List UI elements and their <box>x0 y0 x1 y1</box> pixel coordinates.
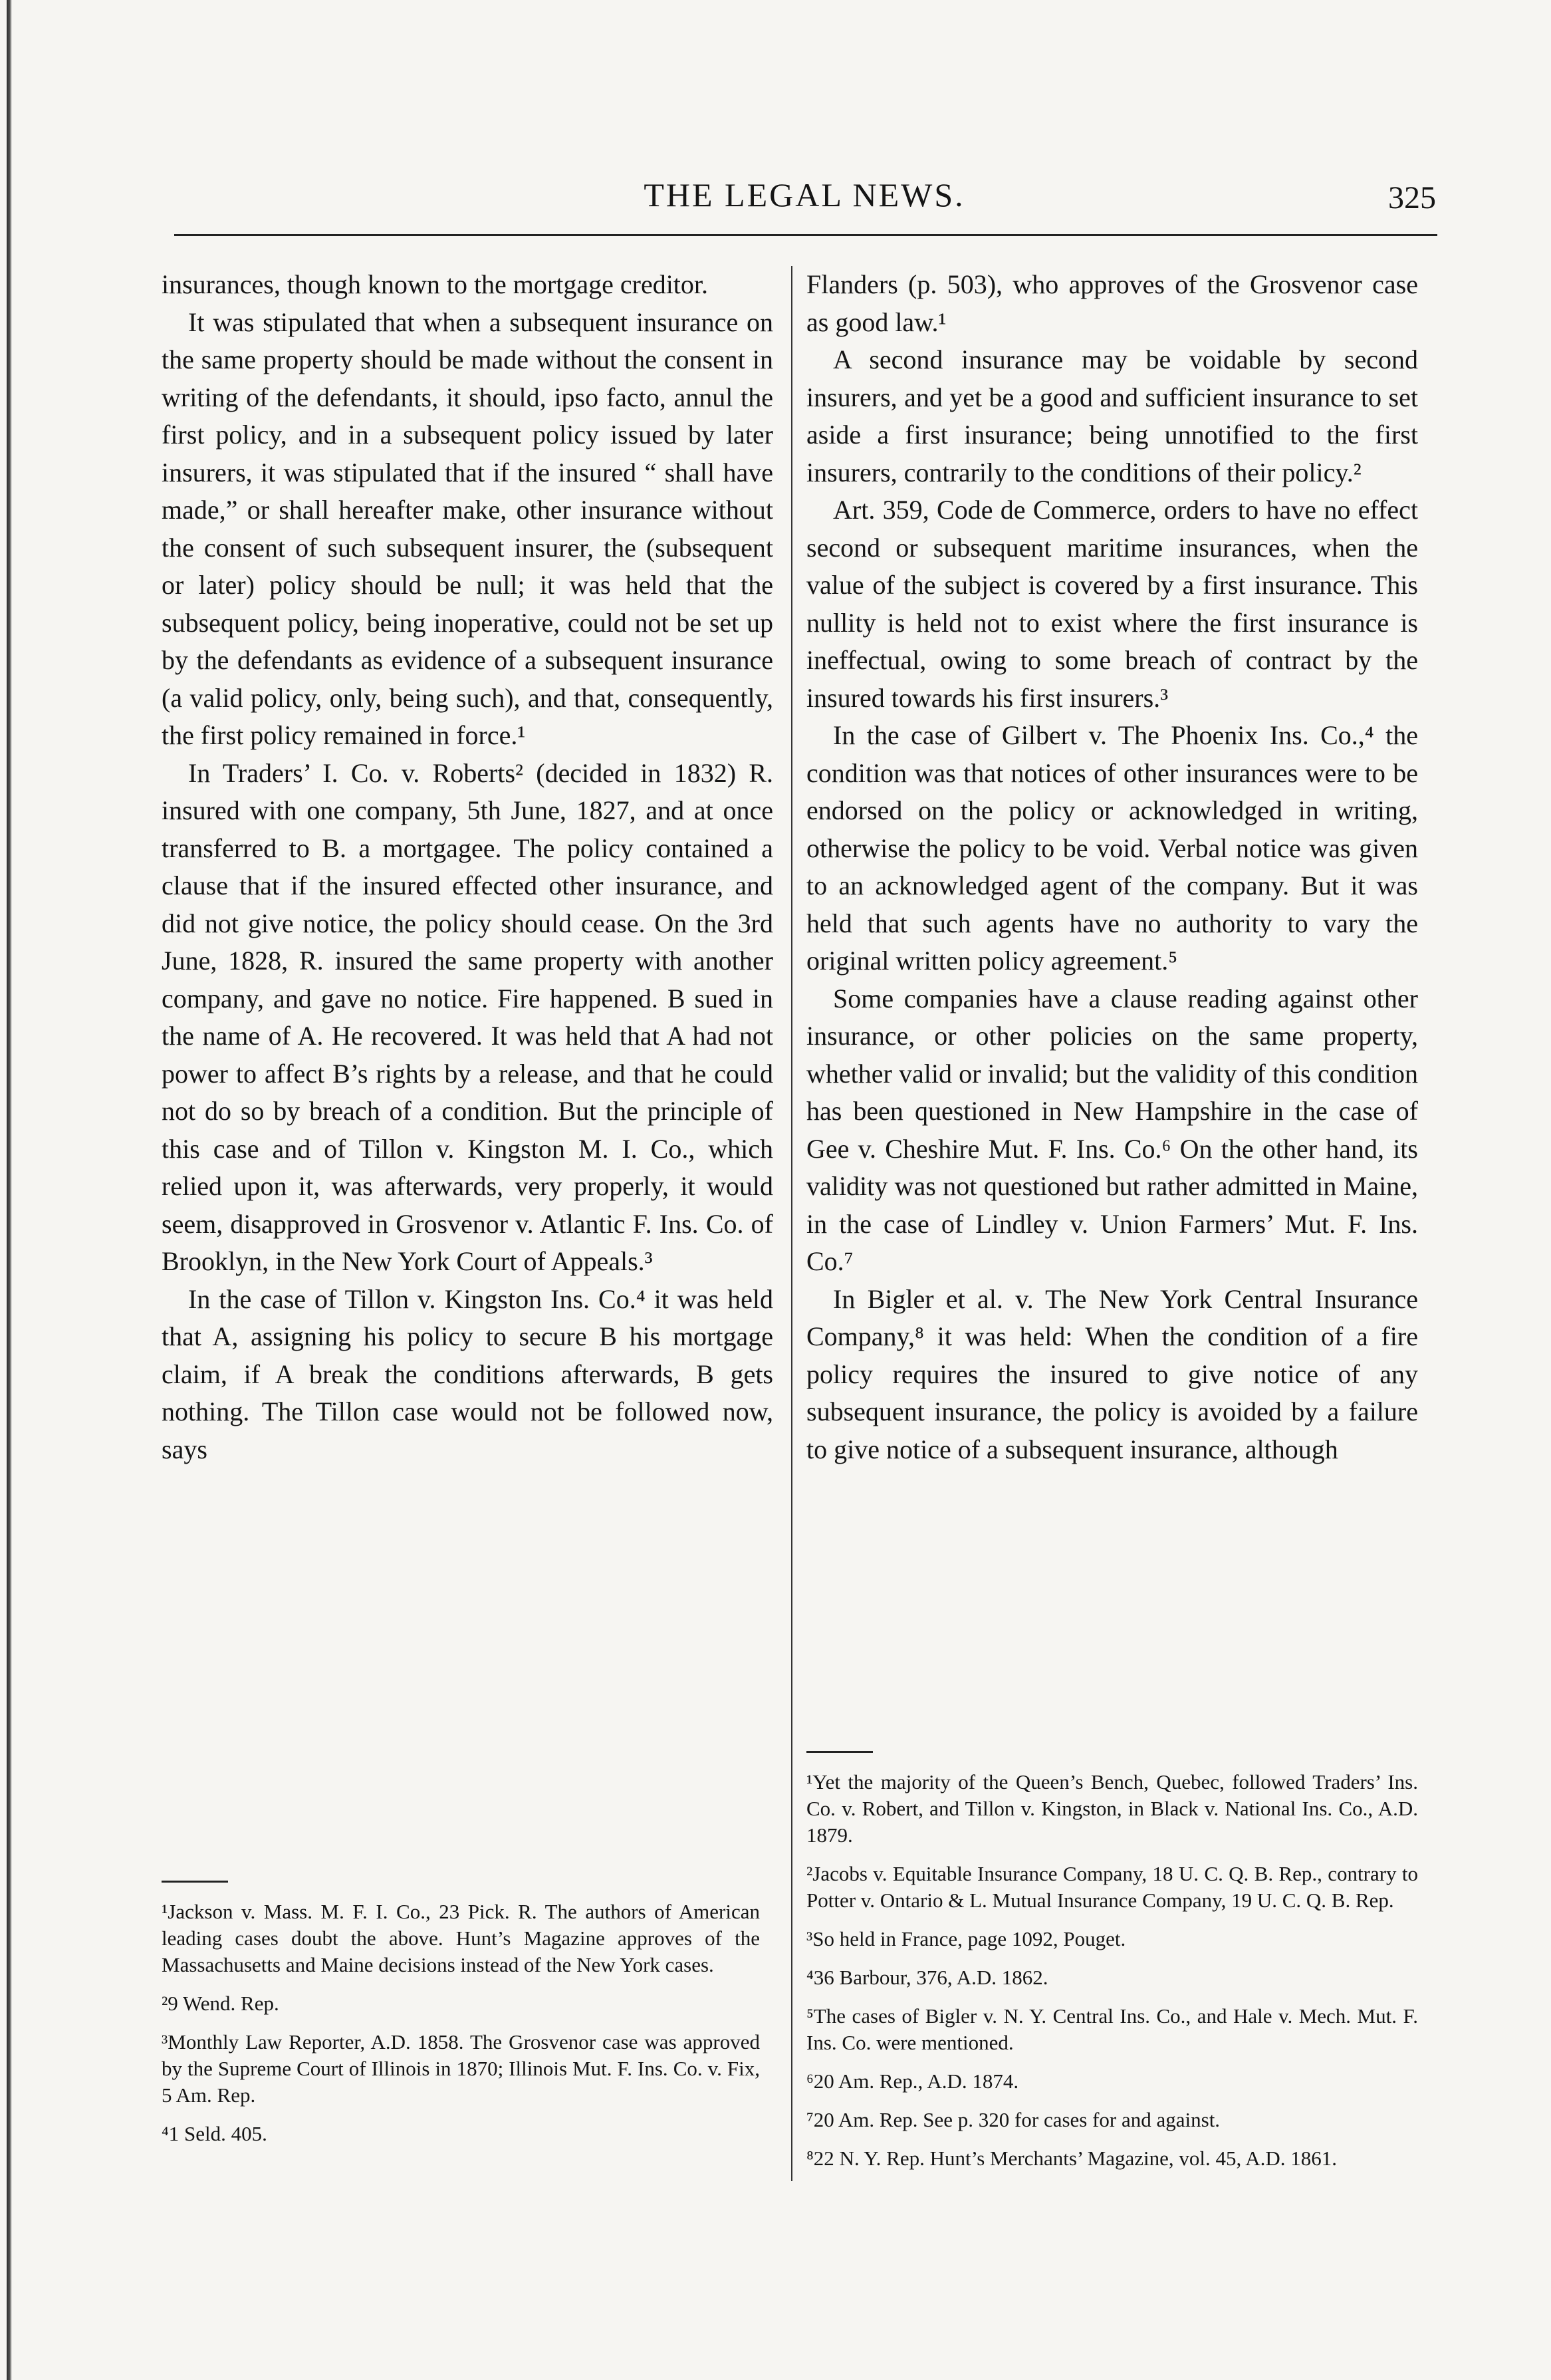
footnote: ⁸22 N. Y. Rep. Hunt’s Merchants’ Magazine, vol. 45, A.D. 1861. <box>806 2147 1338 2170</box>
column-divider <box>791 266 792 2181</box>
page-number: 325 <box>1388 180 1436 215</box>
footnote: ³So held in France, page 1092, Pouget. <box>806 1927 1126 1950</box>
right-paragraph-2: A second insurance may be voidable by second insurers, and yet be a good and sufficient insurance to set aside a first insurance; being unnotified to the first insurers, contrarily to the conditions of their policy.² <box>806 344 1418 487</box>
running-title: THE LEGAL NEWS. <box>644 176 965 213</box>
footnote: ⁴1 Seld. 405. <box>162 2122 267 2145</box>
right-footnotes <box>806 1732 1418 2184</box>
footnote: ⁶20 Am. Rep., A.D. 1874. <box>806 2069 1019 2093</box>
left-column <box>162 266 773 1468</box>
right-paragraph-4: In the case of Gilbert v. The Phoenix Ins. Co.,⁴ the condition was that notices of other insurances were to be endorsed on the policy or acknowledged in writing, otherwise the policy to be void. Verbal notice was given to an acknowledged agent of the company. But it was held that such agents have no authority to vary the original written policy agreement.⁵ <box>806 720 1418 976</box>
left-paragraph-1: insurances, though known to the mortgage creditor. <box>162 269 709 299</box>
right-paragraph-3: Art. 359, Code de Commerce, orders to have no effect second or subsequent maritime insurances, when the value of the subject is covered by a first insurance. This nullity is held not to exist where the first insurance is ineffectual, owing to some breach of contract by the insured towards his first insurers.³ <box>806 495 1418 713</box>
footnote-rule <box>806 1751 873 1753</box>
footnote: ²9 Wend. Rep. <box>162 1992 279 2015</box>
footnote: ⁵The cases of Bigler v. N. Y. Central Ins. Co., and Hale v. Mech. Mut. F. Ins. Co. were mentioned. <box>806 2004 1418 2054</box>
right-paragraph-6: In Bigler et al. v. The New York Central Insurance Company,⁸ it was held: When the condition of a fire policy requires the insured to give notice of any subsequent insurance, the policy is avoided by a failure to give notice of a subsequent insurance, although <box>806 1283 1418 1464</box>
left-footnotes <box>162 1862 760 2159</box>
page-binding-edge <box>7 0 12 2380</box>
footnote: ⁷20 Am. Rep. See p. 320 for cases for and against. <box>806 2108 1221 2131</box>
right-column <box>806 266 1418 1468</box>
footnote: ²Jacobs v. Equitable Insurance Company, 18 U. C. Q. B. Rep., contrary to Potter v. Ontario & L. Mutual Insurance Company, 19 U. C. Q. B. Rep. <box>806 1862 1418 1912</box>
header-rule <box>174 234 1437 236</box>
footnote-rule <box>162 1881 228 1883</box>
right-paragraph-5: Some companies have a clause reading against other insurance, or other policies on the same property, whether valid or invalid; but the validity of this condition has been questioned in New Hampshire in the case of Gee v. Cheshire Mut. F. Ins. Co.⁶ On the other hand, its validity was not questioned but rather admitted in Maine, in the case of Lindley v. Union Farmers’ Mut. F. Ins. Co.⁷ <box>806 983 1418 1276</box>
footnote: ¹Yet the majority of the Queen’s Bench, Quebec, followed Traders’ Ins. Co. v. Robert, and Tillon v. Kingston, in Black v. National Ins. Co., A.D. 1879. <box>806 1770 1418 1847</box>
left-paragraph-3: In Traders’ I. Co. v. Roberts² (decided in 1832) R. insured with one company, 5th June, 1827, and at once transferred to B. a mortgagee. The policy contained a clause that if the insured effected other insurance, and did not give notice, the policy should cease. On the 3rd June, 1828, R. insured the same property with another company, and gave no notice. Fire happened. B sued in the name of A. He recovered. It was held that A had not power to affect B’s rights by a release, and that he could not do so by breach of a condition. But the principle of this case and of Tillon v. Kingston M. I. Co., which relied upon it, was afterwards, very properly, it would seem, disapproved in Grosvenor v. Atlantic F. Ins. Co. of Brooklyn, in the New York Court of Appeals.³ <box>162 757 773 1276</box>
footnote: ¹Jackson v. Mass. M. F. I. Co., 23 Pick. R. The authors of American leading cases doubt the above. Hunt’s Magazine approves of the Massachusetts and Maine decisions instead of the New York cases. <box>162 1900 760 1976</box>
footnote: ⁴36 Barbour, 376, A.D. 1862. <box>806 1966 1048 1989</box>
footnote: ³Monthly Law Reporter, A.D. 1858. The Grosvenor case was approved by the Supreme Court of Illinois in 1870; Illinois Mut. F. Ins. Co. v. Fix, 5 Am. Rep. <box>162 2030 760 2107</box>
left-paragraph-2: It was stipulated that when a subsequent insurance on the same property should be made without the consent in writing of the defendants, it should, ipso facto, annul the first policy, and in a subsequent policy issued by later insurers, it was stipulated that if the insured “ shall have made,” or shall hereafter make, other insurance without the consent of such subsequent insurer, the (subsequent or later) policy should be null; it was held that the subsequent policy, being inoperative, could not be set up by the defendants as evidence of a subsequent insurance (a valid policy, only, being such), and that, consequently, the first policy remained in force.¹ <box>162 307 773 750</box>
page-header <box>173 172 1436 225</box>
right-paragraph-1: Flanders (p. 503), who approves of the Grosvenor case as good law.¹ <box>806 269 1418 337</box>
left-paragraph-4: In the case of Tillon v. Kingston Ins. Co.⁴ it was held that A, assigning his policy to secure B his mortgage claim, if A break the conditions afterwards, B gets nothing. The Tillon case would not be followed now, says <box>162 1283 773 1464</box>
